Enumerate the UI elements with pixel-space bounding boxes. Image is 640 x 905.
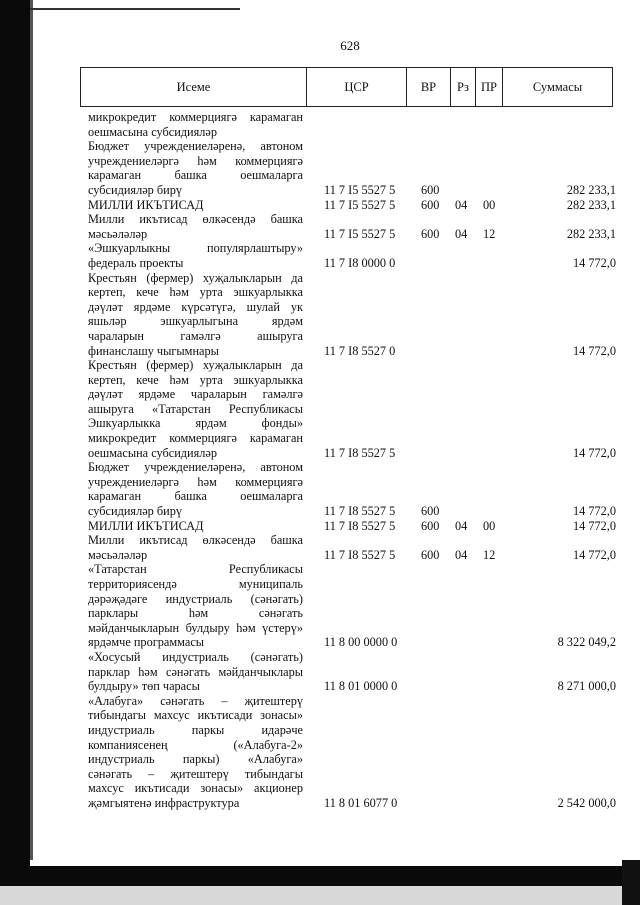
row-name-line: микрокредит коммерциягә карамаган bbox=[88, 431, 303, 446]
row-csr: 11 7 I8 5527 5 bbox=[324, 547, 396, 562]
column-header-name: Исеме bbox=[81, 68, 307, 106]
row-name bbox=[88, 694, 303, 811]
row-csr: 11 7 I5 5527 5 bbox=[324, 226, 396, 241]
row-sum: 282 233,1 bbox=[566, 182, 616, 197]
row-name-line: мәсьәләләр bbox=[88, 226, 148, 241]
page-number: 628 bbox=[340, 38, 360, 53]
row-name bbox=[88, 650, 303, 694]
row-name-line: ярдәмче программасы bbox=[88, 635, 205, 650]
table-row bbox=[88, 198, 616, 213]
row-csr: 11 7 I8 5527 0 bbox=[324, 343, 396, 358]
table-row bbox=[88, 139, 616, 197]
row-name-line: финанслашу чыгымнары bbox=[88, 343, 219, 358]
row-csr: 11 8 00 0000 0 bbox=[324, 635, 398, 650]
row-name-line: дәүләт ярдәме чараларын гамәлгә bbox=[88, 387, 303, 402]
row-vr: 600 bbox=[421, 182, 440, 197]
row-vr: 600 bbox=[421, 197, 440, 212]
table-row bbox=[88, 694, 616, 811]
row-name-line: булдыру» төп чарасы bbox=[88, 679, 200, 694]
row-name-line: МИЛЛИ ИКЪТИСАД bbox=[88, 197, 204, 212]
row-name-line: оешмасына субсидияләр bbox=[88, 124, 218, 139]
row-name-line: Милли икътисад өлкәсендә башка bbox=[88, 533, 303, 548]
row-name-line: мәйданчыкларын булдыру һәм үстерү» bbox=[88, 620, 303, 635]
row-sum: 282 233,1 bbox=[566, 197, 616, 212]
row-name-line: «Хосусый индустриаль (сәнәгать) bbox=[88, 649, 303, 664]
row-csr: 11 7 I8 0000 0 bbox=[324, 255, 396, 270]
row-name-line: кертеп, кече һәм урта эшкуарлыкка bbox=[88, 285, 303, 300]
row-sum: 14 772,0 bbox=[572, 445, 616, 460]
table-row bbox=[88, 460, 616, 518]
row-name-line: тибындагы махсус икътисади зонасы» bbox=[88, 708, 303, 723]
row-rz: 04 bbox=[455, 518, 468, 533]
row-name-line: оешмасына субсидияләр bbox=[88, 445, 218, 460]
row-csr: 11 7 I8 5527 5 bbox=[324, 518, 396, 533]
row-name-line: индустриаль паркы) «Алабуга» bbox=[88, 752, 303, 767]
scan-border-bottom-gray bbox=[0, 886, 640, 905]
scan-border-right bbox=[622, 860, 640, 905]
row-sum: 8 322 049,2 bbox=[557, 635, 616, 650]
row-name-line: компаниясенең («Алабуга-2» bbox=[88, 737, 303, 752]
row-name-line: Бюджет учреждениеләренә, автоном bbox=[88, 139, 303, 154]
row-name-line: учреждениеләргә һәм коммерциягә bbox=[88, 153, 303, 168]
row-name-line: Милли икътисад өлкәсендә башка bbox=[88, 212, 303, 227]
row-csr: 11 7 I5 5527 5 bbox=[324, 182, 396, 197]
row-name-line: территориясендә муниципаль bbox=[88, 577, 303, 591]
row-vr: 600 bbox=[421, 547, 440, 562]
row-name-line: Крестьян (фермер) хуҗалыкларын да bbox=[88, 270, 303, 285]
column-header-rz: Рз bbox=[451, 68, 476, 106]
row-name-line: «Алабуга» сәнәгать – җитештерү bbox=[88, 693, 303, 708]
row-sum: 14 772,0 bbox=[572, 343, 616, 358]
row-name-line: «Татарстан Республикасы bbox=[88, 562, 303, 577]
row-name bbox=[88, 460, 303, 518]
column-header-csr: ЦСР bbox=[307, 68, 407, 106]
row-sum: 2 542 000,0 bbox=[557, 795, 616, 810]
row-name bbox=[88, 533, 303, 562]
row-name-line: махсус икътисади зонасы» акционер bbox=[88, 781, 303, 796]
row-name bbox=[88, 198, 303, 213]
row-name-line: ашыруга «Татарстан Республикасы bbox=[88, 401, 303, 416]
row-sum: 282 233,1 bbox=[566, 226, 616, 241]
table-row bbox=[88, 212, 616, 241]
row-csr: 11 8 01 0000 0 bbox=[324, 679, 398, 694]
row-name-line: «Эшкуарлыкны популярлаштыру» bbox=[88, 241, 303, 256]
row-name bbox=[88, 271, 303, 359]
column-header-pr: ПР bbox=[476, 68, 503, 106]
row-sum: 14 772,0 bbox=[572, 504, 616, 519]
row-name-line: Эшкуарлыкка ярдәм фонды» bbox=[88, 416, 303, 431]
row-name-line: мәсьәләләр bbox=[88, 547, 148, 562]
row-name-line: яшьләр эшкуарлыгына ярдәм bbox=[88, 314, 303, 329]
row-pr: 00 bbox=[483, 197, 496, 212]
row-pr: 12 bbox=[483, 547, 496, 562]
column-header-sum: Суммасы bbox=[532, 80, 583, 94]
row-name-line: Крестьян (фермер) хуҗалыкларын да bbox=[88, 358, 303, 373]
row-name-line: кертеп, кече һәм урта эшкуарлыкка bbox=[88, 372, 303, 387]
row-sum: 8 271 000,0 bbox=[557, 679, 616, 694]
row-name bbox=[88, 519, 303, 534]
row-name-line: дәүләт ярдәме күрсәтүгә, шулай ук bbox=[88, 299, 303, 314]
scan-border-top bbox=[30, 8, 240, 10]
row-name-line: чараларын гамәлгә ашыруга bbox=[88, 328, 303, 343]
table-body bbox=[88, 110, 616, 811]
row-name bbox=[88, 562, 303, 650]
row-name-line: индустриаль паркы идарәче bbox=[88, 722, 303, 737]
table-row bbox=[88, 650, 616, 694]
table-row bbox=[88, 562, 616, 650]
scan-border-bottom bbox=[0, 866, 640, 886]
row-name-line: учреждениеләргә һәм коммерциягә bbox=[88, 474, 303, 489]
row-csr: 11 7 I8 5527 5 bbox=[324, 504, 396, 519]
row-name-line: субсидияләр бирү bbox=[88, 182, 183, 197]
row-rz: 04 bbox=[455, 547, 468, 562]
row-name-line: карамаган башка оешмаларга bbox=[88, 489, 303, 504]
row-rz: 04 bbox=[455, 226, 468, 241]
scan-border-edge bbox=[30, 0, 33, 860]
row-name-line: дәрәҗәдәге индустриаль (сәнәгать) bbox=[88, 591, 303, 606]
table-row bbox=[88, 271, 616, 359]
row-name bbox=[88, 241, 303, 270]
row-sum: 14 772,0 bbox=[572, 255, 616, 270]
row-name-line: субсидияләр бирү bbox=[88, 504, 183, 519]
row-pr: 12 bbox=[483, 226, 496, 241]
row-csr: 11 8 01 6077 0 bbox=[324, 795, 398, 810]
row-name-line: МИЛЛИ ИКЪТИСАД bbox=[88, 518, 204, 533]
row-name-line: парклар һәм сәнәгать мәйданчыклары bbox=[88, 664, 303, 679]
row-csr: 11 7 I8 5527 5 bbox=[324, 445, 396, 460]
table-row bbox=[88, 358, 616, 460]
row-rz: 04 bbox=[455, 197, 468, 212]
row-csr: 11 7 I5 5527 5 bbox=[324, 197, 396, 212]
table-row bbox=[88, 110, 616, 139]
table-header bbox=[80, 67, 613, 107]
row-sum: 14 772,0 bbox=[572, 547, 616, 562]
column-header-vr: ВР bbox=[407, 68, 451, 106]
table-row bbox=[88, 533, 616, 562]
row-name bbox=[88, 358, 303, 460]
row-vr: 600 bbox=[421, 504, 440, 519]
row-name-line: федераль проекты bbox=[88, 255, 184, 270]
row-name-line: җәмгыятенә инфраструктура bbox=[88, 795, 240, 810]
row-name bbox=[88, 139, 303, 197]
scan-border-left bbox=[0, 0, 30, 905]
row-name-line: сәнәгать – җитештерү тибындагы bbox=[88, 766, 303, 781]
table-row bbox=[88, 241, 616, 270]
row-vr: 600 bbox=[421, 518, 440, 533]
row-name-line: микрокредит коммерциягә карамаган bbox=[88, 110, 303, 124]
row-pr: 00 bbox=[483, 518, 496, 533]
row-name bbox=[88, 212, 303, 241]
row-name-line: карамаган башка оешмаларга bbox=[88, 168, 303, 183]
table-row bbox=[88, 519, 616, 534]
row-name-line: Бюджет учреждениеләренә, автоном bbox=[88, 460, 303, 475]
row-name-line: парклары һәм сәнәгать bbox=[88, 606, 303, 621]
row-sum: 14 772,0 bbox=[572, 518, 616, 533]
row-name bbox=[88, 110, 303, 139]
row-vr: 600 bbox=[421, 226, 440, 241]
